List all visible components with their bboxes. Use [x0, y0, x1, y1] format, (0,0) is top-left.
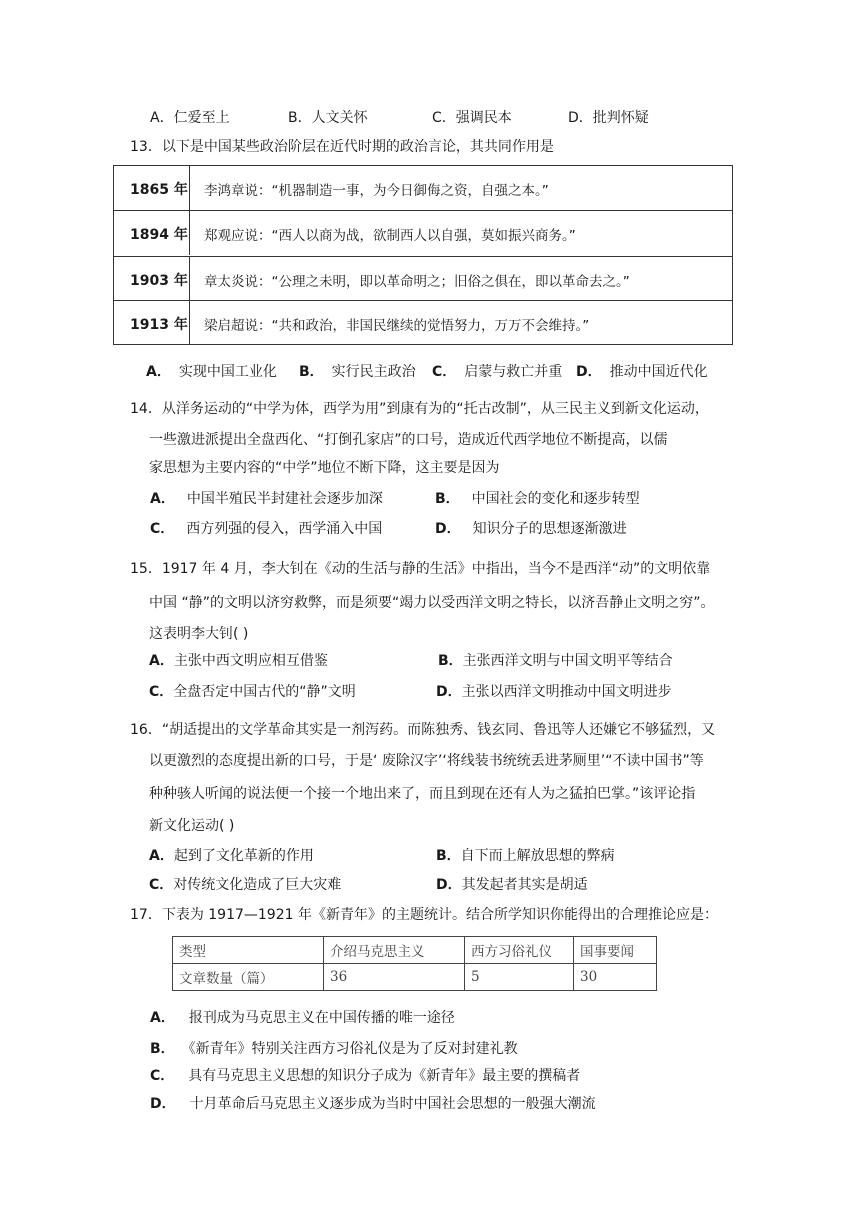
table-row	[173, 964, 657, 991]
q12-option-a: A．仁爱至上	[150, 110, 230, 126]
table-row	[114, 256, 732, 301]
q16-stem-line: 16．“胡适提出的文学革命其实是一剂泻药。而陈独秀、钱玄同、鲁迅等人还嫌它不够猛烈，又	[130, 722, 716, 738]
q14-option-c: C． 西方列强的侵入，西学涌入中国	[150, 521, 383, 537]
q17-option-d: D． 十月革命后马克思主义逐步成为当时中国社会思想的一般强大潮流	[150, 1096, 596, 1112]
q13-quote: 李鸿章说：“机器制造一事，为今日御侮之资，自强之本。”	[204, 183, 549, 199]
q13-year: 1913 年	[130, 317, 188, 333]
q16-option-c: C．对传统文化造成了巨大灾难	[149, 877, 342, 893]
q13-year: 1903 年	[130, 273, 188, 289]
q17-option-a: A． 报刊成为马克思主义在中国传播的唯一途径	[150, 1010, 455, 1026]
q12-option-b: B．人文关怀	[288, 110, 368, 126]
q16-option-d: D．其发起者其实是胡适	[436, 877, 588, 893]
q13-year: 1865 年	[130, 182, 188, 198]
q15-stem-line: 这表明李大钊( )	[149, 626, 249, 642]
table-cell: 文章数量（篇）	[173, 964, 324, 991]
table-cell: 30	[574, 964, 657, 991]
q16-stem-line: 以更激烈的态度提出新的口号，于是‘ 废除汉字’‘将线装书统统丢进茅厕里’“不读中国书”等	[149, 753, 704, 769]
q16-stem-line: 种种骇人听闻的说法便一个接一个地出来了，而且到现在还有人为之猛拍巴掌。”该评论指	[149, 786, 696, 802]
q13-quote: 梁启超说：“共和政治，非国民继续的觉悟努力，万万不会维持。”	[204, 318, 590, 334]
q14-option-b: B． 中国社会的变化和逐步转型	[435, 491, 640, 507]
q17-option-c: C． 具有马克思主义思想的知识分子成为《新青年》最主要的撰稿者	[150, 1068, 581, 1084]
table-header-cell: 国事要闻	[574, 937, 657, 964]
q15-option-c: C．全盘否定中国古代的“静”文明	[149, 684, 356, 700]
q17-stats-table	[172, 936, 657, 991]
q15-stem-line: 中国 “静”的文明以济穷救弊，而是须要“竭力以受西洋文明之特长，以济吾静止文明之穷”。	[149, 595, 715, 611]
table-row	[114, 210, 732, 255]
q12-option-c: C．强调民本	[432, 110, 512, 126]
q15-option-a: A．主张中西文明应相互借鉴	[149, 653, 328, 669]
q15-stem-line: 15．1917 年 4 月，李大钊在《动的生活与静的生活》中指出，当今不是西洋“动”的文明依靠	[130, 561, 711, 577]
q12-option-d: D．批判怀疑	[568, 110, 649, 126]
q14-stem-line: 家思想为主要内容的“中学”地位不断下降，这主要是因为	[149, 460, 500, 476]
q13-quote: 章太炎说：“公理之未明，即以革命明之；旧俗之俱在，即以革命去之。”	[204, 274, 630, 290]
table-row	[173, 937, 657, 964]
q15-option-d: D．主张以西洋文明推动中国文明进步	[436, 684, 672, 700]
q14-option-d: D． 知识分子的思想逐渐激进	[435, 521, 627, 537]
q13-option-a: A． 实现中国工业化	[146, 364, 277, 380]
table-header-cell: 类型	[173, 937, 324, 964]
q13-quote-table	[113, 165, 733, 345]
table-header-cell: 介绍马克思主义	[324, 937, 465, 964]
q13-option-c: C． 启蒙与救亡并重	[432, 364, 563, 380]
q13-option-d: D． 推动中国近代化	[576, 364, 708, 380]
table-cell: 36	[324, 964, 465, 991]
q14-stem-line: 一些激进派提出全盘西化、“打倒孔家店”的口号，造成近代西学地位不断提高，以儒	[149, 432, 668, 448]
q16-option-a: A．起到了文化革新的作用	[149, 848, 314, 864]
table-row	[114, 166, 732, 211]
table-header-cell: 西方习俗礼仪	[465, 937, 574, 964]
q13-year: 1894 年	[130, 227, 188, 243]
q16-stem-line: 新文化运动( )	[149, 818, 235, 834]
q13-quote: 郑观应说：“西人以商为战，欲制西人以自强，莫如振兴商务。”	[204, 228, 576, 244]
table-row	[114, 300, 732, 345]
q16-option-b: B．自下而上解放思想的弊病	[436, 848, 615, 864]
q13-option-b: B． 实行民主政治	[299, 364, 416, 380]
q13-stem: 13．以下是中国某些政治阶层在近代时期的政治言论，其共同作用是	[130, 139, 554, 155]
q14-option-a: A． 中国半殖民半封建社会逐步加深	[150, 491, 383, 507]
table-cell: 5	[465, 964, 574, 991]
q17-option-b: B． 《新青年》特别关注西方习俗礼仪是为了反对封建礼教	[150, 1041, 518, 1057]
q14-stem-line: 14．从洋务运动的“中学为体，西学为用”到康有为的“托古改制”，从三民主义到新文化运动，	[130, 401, 709, 417]
q17-stem: 17．下表为 1917—1921 年《新青年》的主题统计。结合所学知识你能得出的合理推论应是：	[130, 907, 718, 923]
q15-option-b: B．主张西洋文明与中国文明平等结合	[438, 653, 673, 669]
